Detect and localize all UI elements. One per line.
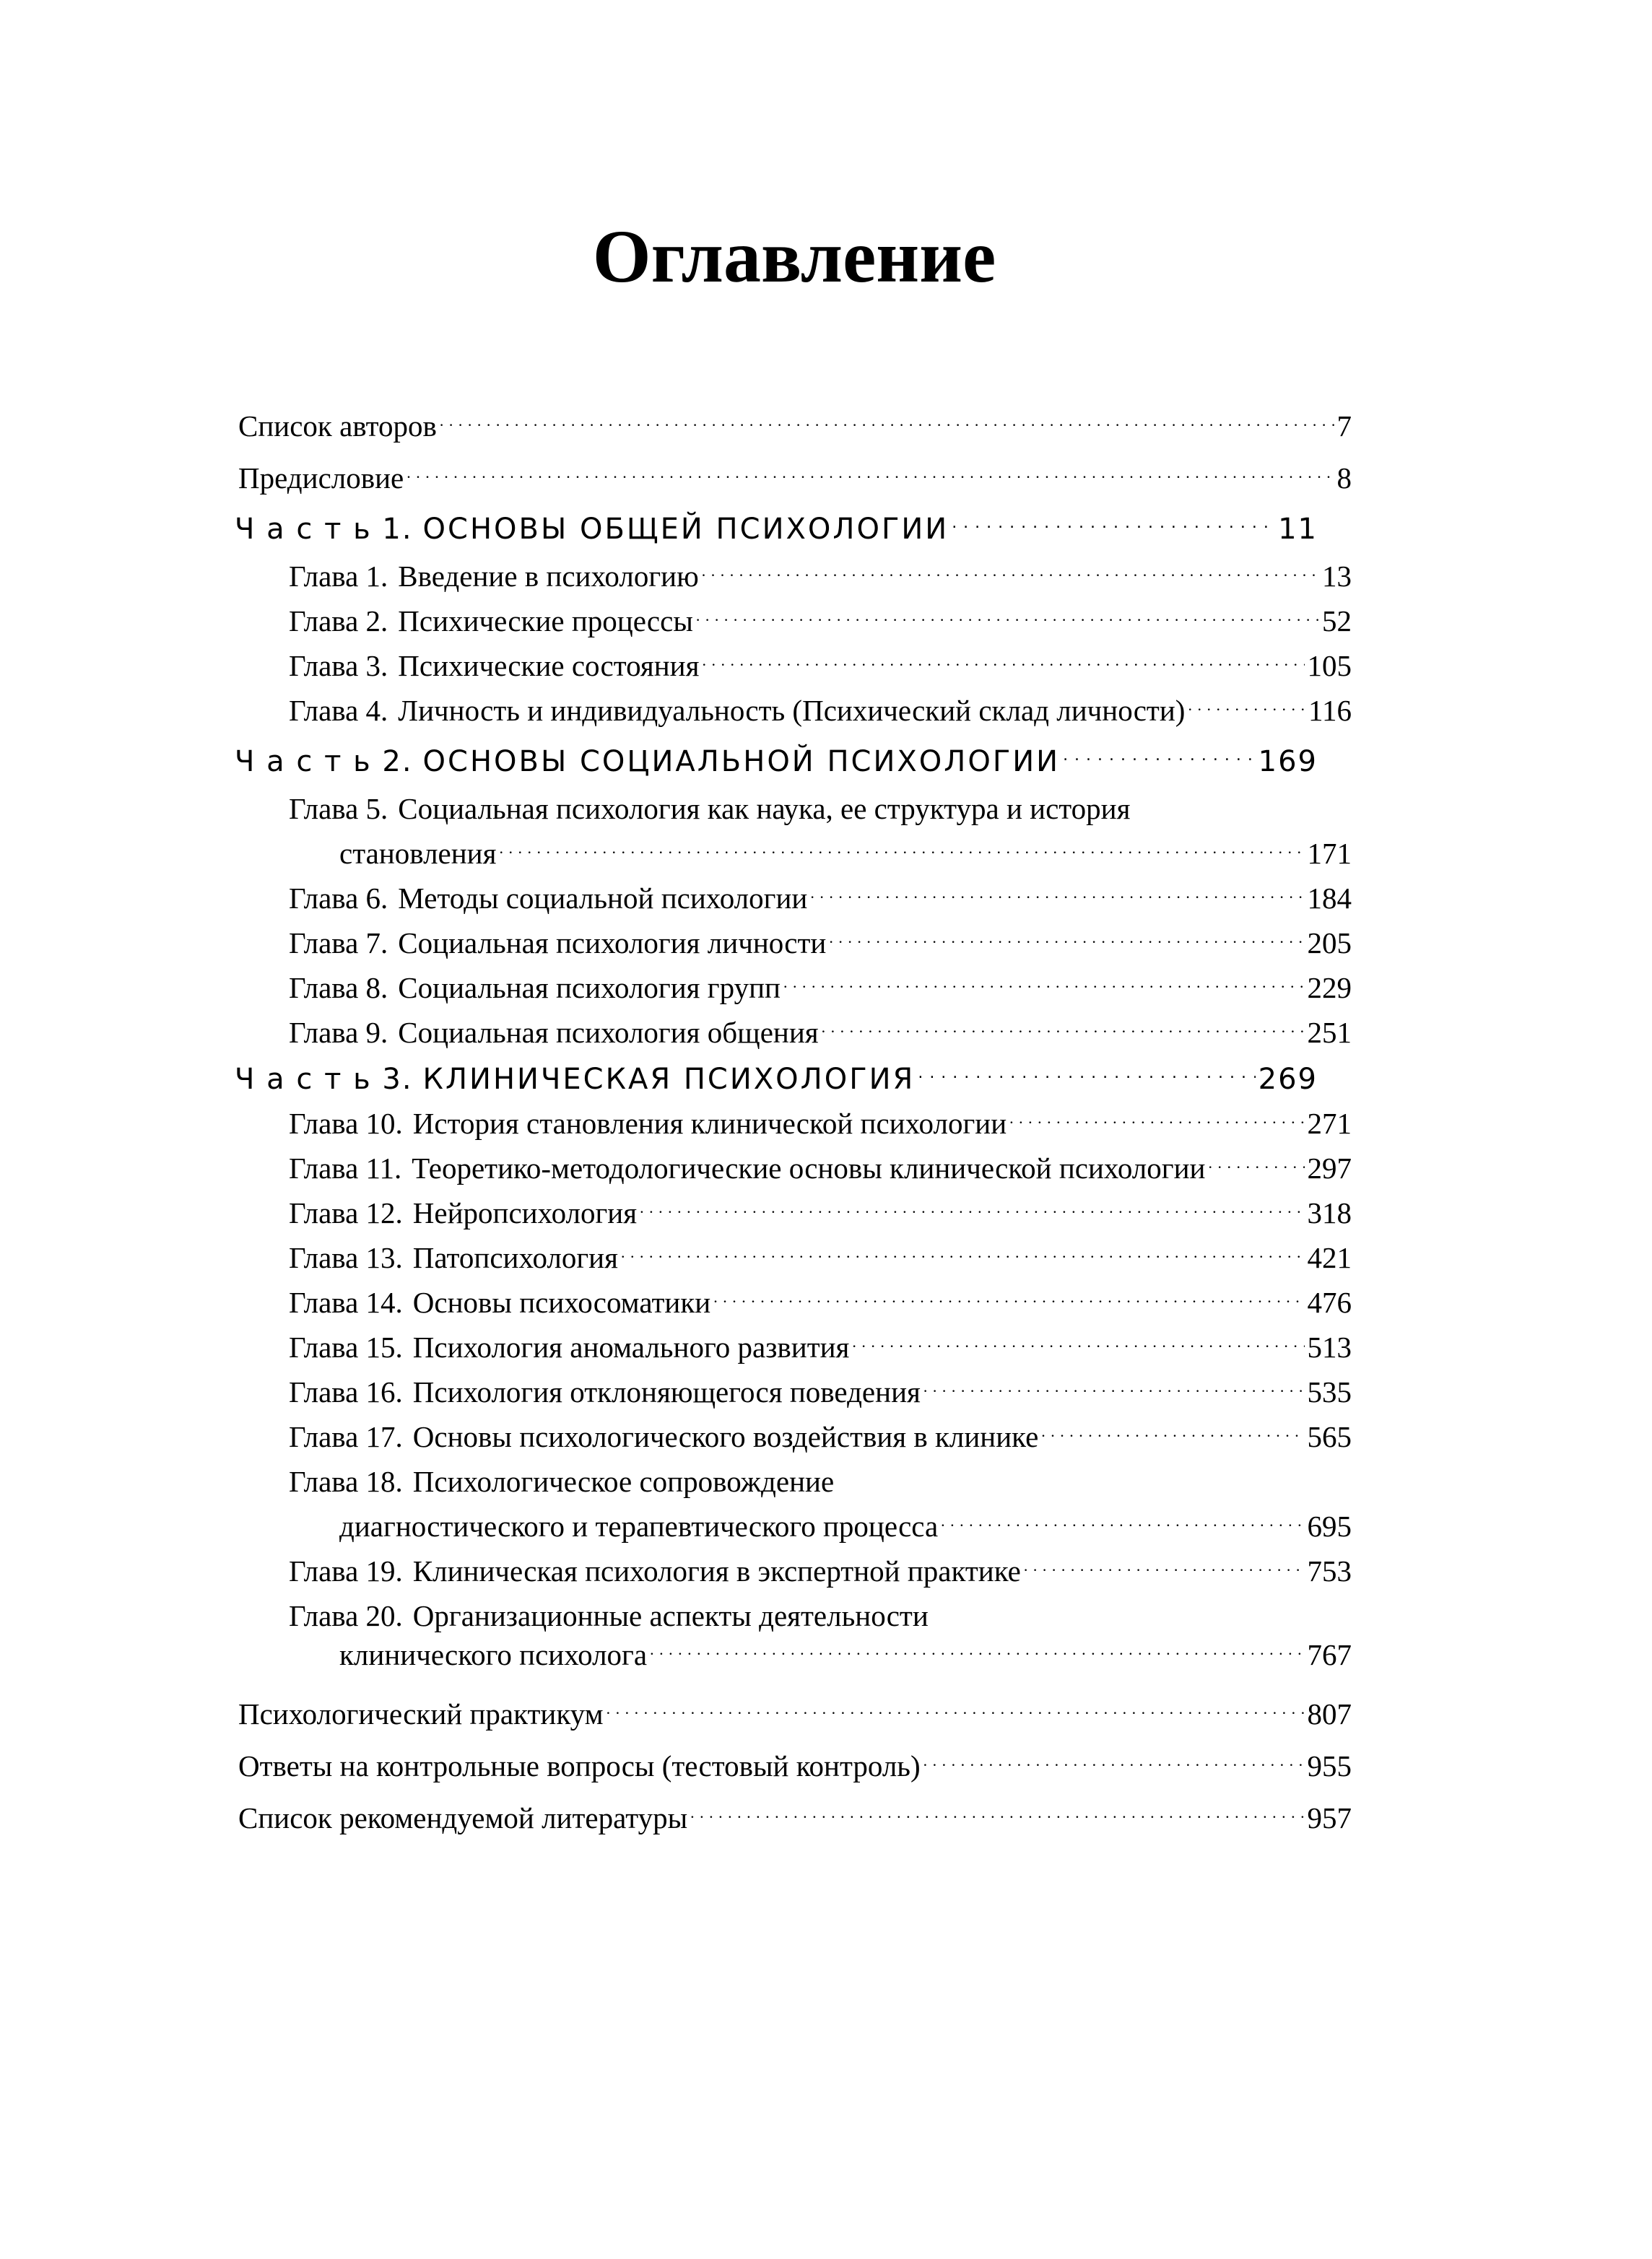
part-prefix: Ч а с т ь 1.: [235, 513, 413, 546]
toc-entry-practicum[interactable]: [238, 1686, 1352, 1733]
dot-leader: [702, 549, 1319, 586]
page-number: 421: [1307, 1241, 1352, 1274]
toc-chapter-7[interactable]: [289, 915, 1352, 962]
dot-leader: [621, 1230, 1305, 1268]
toc-chapter-4[interactable]: [289, 683, 1352, 729]
chapter-number: Глава 12.: [289, 1196, 403, 1229]
page-number: 8: [1336, 461, 1352, 495]
chapter-number: Глава 20.: [289, 1599, 403, 1632]
toc-chapter-16[interactable]: [289, 1364, 1352, 1411]
page-number: 171: [1307, 837, 1352, 870]
part-prefix: Ч а с т ь 3.: [235, 1063, 413, 1096]
entry-label: Список рекомендуемой литературы: [238, 1801, 688, 1834]
chapter-title-cont: становления: [339, 837, 497, 870]
chapter-title: Психические процессы: [398, 604, 693, 637]
toc-chapter-2[interactable]: [289, 593, 1352, 640]
dot-leader: [696, 593, 1319, 631]
page-number: 116: [1308, 694, 1352, 727]
chapter-title: Социальная психология общения: [398, 1016, 819, 1049]
dot-leader: [1188, 683, 1305, 721]
page-number: 205: [1307, 926, 1352, 959]
chapter-title-cont: диагностического и терапевтического процесса: [339, 1510, 939, 1543]
dot-leader: [407, 451, 1334, 488]
page-title: Оглавление: [592, 215, 996, 298]
dot-leader: [952, 501, 1275, 539]
toc-chapter-3[interactable]: [289, 638, 1352, 684]
toc-entry-authors[interactable]: [238, 399, 1352, 445]
chapter-number: Глава 6.: [289, 882, 388, 915]
entry-label: Психологический практикум: [238, 1697, 604, 1731]
dot-leader: [713, 1275, 1304, 1313]
toc-part-3[interactable]: [235, 1051, 1318, 1098]
page-number: 957: [1307, 1801, 1352, 1834]
part-title: ОСНОВЫ ОБЩЕЙ ПСИХОЛОГИИ: [422, 513, 949, 546]
chapter-title: Клиническая психология в экспертной практике: [412, 1554, 1021, 1588]
chapter-number: Глава 16.: [289, 1375, 403, 1409]
page-number: 535: [1307, 1375, 1352, 1409]
dot-leader: [1024, 1544, 1305, 1581]
dot-leader: [1041, 1409, 1304, 1447]
page-number: 271: [1307, 1107, 1352, 1140]
page-number: 11: [1278, 513, 1318, 546]
chapter-title: Психические состояния: [398, 649, 700, 682]
chapter-number: Глава 1.: [289, 560, 388, 593]
page-number: 52: [1322, 604, 1352, 637]
page-number: 767: [1307, 1638, 1352, 1671]
dot-leader: [607, 1686, 1305, 1724]
part-title: КЛИНИЧЕСКАЯ ПСИХОЛОГИЯ: [422, 1063, 916, 1096]
toc-part-1[interactable]: [235, 501, 1318, 548]
page-number: 184: [1307, 882, 1352, 915]
dot-leader: [822, 1005, 1305, 1043]
page-number: 807: [1307, 1697, 1352, 1731]
page-number: 251: [1307, 1016, 1352, 1049]
chapter-title: Социальная психология как наука, ее структура и история: [398, 792, 1131, 825]
chapter-number: Глава 15.: [289, 1331, 403, 1364]
toc-chapter-13[interactable]: [289, 1230, 1352, 1276]
chapter-number: Глава 4.: [289, 694, 388, 727]
chapter-number: Глава 10.: [289, 1107, 403, 1140]
toc-entry-answers[interactable]: [238, 1738, 1352, 1785]
page-number: 105: [1307, 649, 1352, 682]
dot-leader: [1009, 1096, 1304, 1133]
dot-leader: [440, 399, 1334, 436]
entry-label: Ответы на контрольные вопросы (тестовый контроль): [238, 1749, 921, 1783]
chapter-title: Теоретико-методологические основы клинической психологии: [412, 1152, 1206, 1185]
dot-leader: [640, 1185, 1304, 1223]
toc-chapter-9[interactable]: [289, 1005, 1352, 1051]
dot-leader: [650, 1627, 1304, 1665]
toc-entry-preface[interactable]: [238, 451, 1352, 497]
chapter-title: Патопсихология: [412, 1241, 618, 1274]
dot-leader: [923, 1738, 1305, 1776]
dot-leader: [783, 960, 1305, 998]
part-title: ОСНОВЫ СОЦИАЛЬНОЙ ПСИХОЛОГИИ: [422, 745, 1061, 778]
dot-leader: [1208, 1141, 1304, 1178]
toc-part-2[interactable]: [235, 734, 1318, 780]
chapter-title: Социальная психология групп: [398, 971, 781, 1004]
toc-chapter-14[interactable]: [289, 1275, 1352, 1321]
dot-leader: [829, 915, 1304, 953]
toc-chapter-1[interactable]: [289, 549, 1352, 595]
chapter-title: Основы психологического воздействия в клинике: [412, 1420, 1039, 1453]
page-number: 269: [1258, 1063, 1318, 1096]
page-number: 753: [1307, 1554, 1352, 1588]
chapter-number: Глава 2.: [289, 604, 388, 637]
chapter-number: Глава 8.: [289, 971, 388, 1004]
chapter-title: Организационные аспекты деятельности: [412, 1599, 929, 1632]
chapter-number: Глава 3.: [289, 649, 388, 682]
page-number: 13: [1322, 560, 1352, 593]
dot-leader: [923, 1364, 1305, 1402]
entry-label: Предисловие: [238, 461, 404, 495]
chapter-title: История становления клинической психологии: [412, 1107, 1007, 1140]
page-number: 955: [1307, 1749, 1352, 1783]
toc-entry-literature[interactable]: [238, 1790, 1352, 1837]
dot-leader: [499, 826, 1304, 863]
page-number: 169: [1258, 745, 1318, 778]
toc-chapter-18[interactable]: [289, 1454, 1352, 1500]
page-number: 297: [1307, 1152, 1352, 1185]
toc-chapter-10[interactable]: [289, 1096, 1352, 1142]
page-number: 565: [1307, 1420, 1352, 1453]
toc-chapter-18-cont[interactable]: [339, 1499, 1352, 1545]
page-number: 513: [1307, 1331, 1352, 1364]
toc-chapter-17[interactable]: [289, 1409, 1352, 1455]
chapter-title: Психология аномального развития: [412, 1331, 850, 1364]
dot-leader: [852, 1320, 1304, 1357]
toc-chapter-20-cont[interactable]: [339, 1627, 1352, 1673]
part-prefix: Ч а с т ь 2.: [235, 745, 413, 778]
toc-chapter-6[interactable]: [289, 871, 1352, 917]
dot-leader: [918, 1051, 1255, 1089]
page-number: 229: [1307, 971, 1352, 1004]
dot-leader: [690, 1790, 1304, 1828]
chapter-number: Глава 11.: [289, 1152, 402, 1185]
toc-chapter-15[interactable]: [289, 1320, 1352, 1366]
dot-leader: [1063, 734, 1256, 771]
chapter-title: Личность и индивидуальность (Психический склад личности): [398, 694, 1186, 727]
page-number: 318: [1307, 1196, 1352, 1229]
chapter-title: Введение в психологию: [398, 560, 699, 593]
page-number: 695: [1307, 1510, 1352, 1543]
toc-chapter-19[interactable]: [289, 1544, 1352, 1590]
chapter-number: Глава 14.: [289, 1286, 403, 1319]
dot-leader: [941, 1499, 1304, 1536]
toc-chapter-11[interactable]: [289, 1141, 1352, 1187]
entry-label: Список авторов: [238, 409, 437, 443]
page-number: 7: [1336, 409, 1352, 443]
chapter-title: Основы психосоматики: [412, 1286, 711, 1319]
dot-leader: [810, 871, 1304, 908]
chapter-title: Психологическое сопровождение: [412, 1465, 835, 1498]
page-number: 476: [1307, 1286, 1352, 1319]
chapter-title: Психология отклоняющегося поведения: [412, 1375, 921, 1409]
chapter-number: Глава 19.: [289, 1554, 403, 1588]
chapter-number: Глава 5.: [289, 792, 388, 825]
toc-chapter-5-cont[interactable]: [339, 826, 1352, 872]
chapter-number: Глава 18.: [289, 1465, 403, 1498]
chapter-title: Методы социальной психологии: [398, 882, 808, 915]
chapter-title-cont: клинического психолога: [339, 1638, 648, 1671]
dot-leader: [702, 638, 1304, 676]
chapter-number: Глава 17.: [289, 1420, 403, 1453]
chapter-title: Социальная психология личности: [398, 926, 827, 959]
chapter-number: Глава 13.: [289, 1241, 403, 1274]
chapter-title: Нейропсихология: [412, 1196, 638, 1229]
toc-chapter-5[interactable]: [289, 781, 1352, 827]
toc-chapter-12[interactable]: [289, 1185, 1352, 1232]
chapter-number: Глава 7.: [289, 926, 388, 959]
chapter-number: Глава 9.: [289, 1016, 388, 1049]
toc-chapter-8[interactable]: [289, 960, 1352, 1006]
